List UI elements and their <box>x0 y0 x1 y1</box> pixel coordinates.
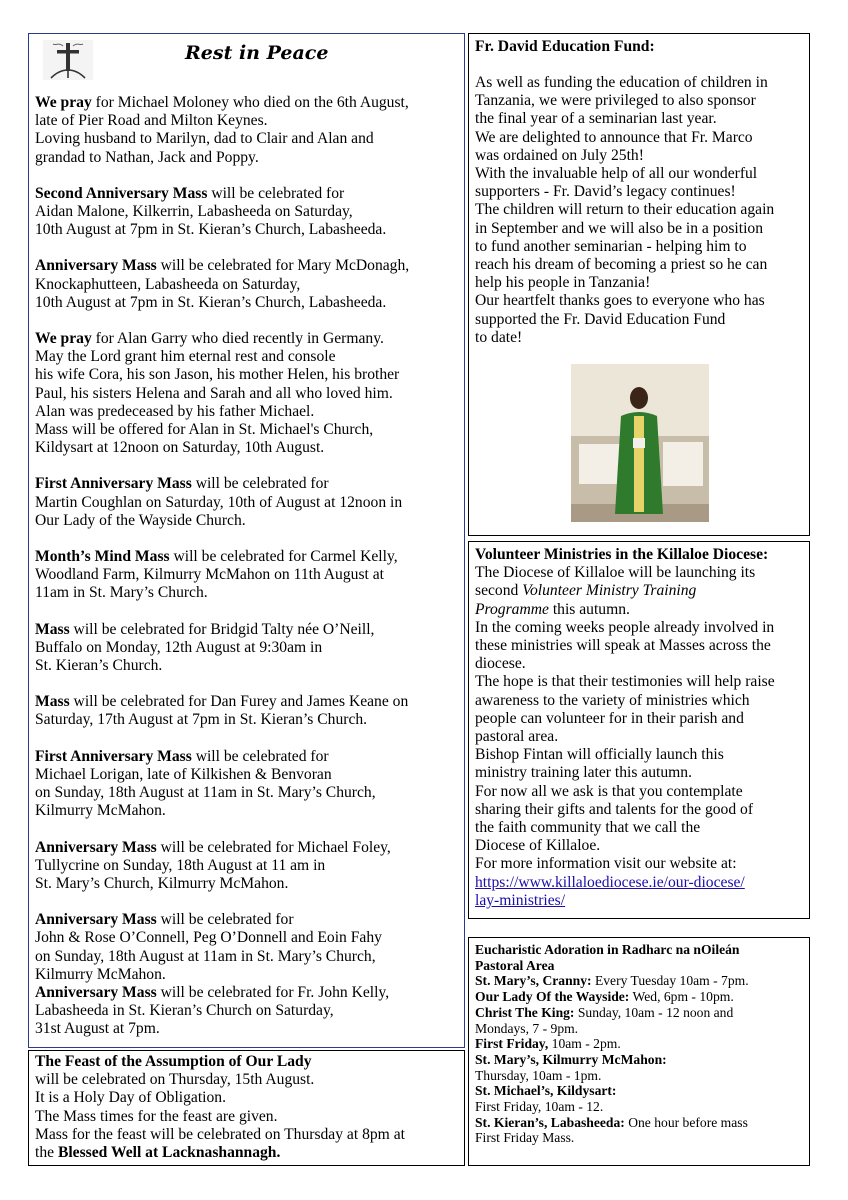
rip-entry <box>35 748 458 821</box>
rip-entry-lead: Mass <box>35 620 70 638</box>
feast-section <box>28 1050 465 1166</box>
rip-entry <box>35 984 458 1039</box>
rip-entry <box>35 693 458 729</box>
rip-entry-text: will be celebrated for Aidan Malone, Kilkerrin, Labasheeda on Saturday, 10th August at 7pm in St. Kieran’s Church, Labasheeda. <box>35 184 387 239</box>
vol-intro: The Diocese of Killaloe will be launching its second <box>475 564 756 600</box>
fund-title: Fr. David Education Fund: <box>475 38 655 55</box>
diocese-website-link[interactable]: https://www.killaloediocese.ie/our-diocese/ lay-ministries/ <box>475 873 745 909</box>
adoration-place: St. Michael’s, Kildysart: <box>475 1083 617 1099</box>
rip-entry-text: will be celebrated for Martin Coughlan on Saturday, 10th of August at 12noon in Our Lady of the Wayside Church. <box>35 475 403 529</box>
rip-entry-lead: Anniversary Mass <box>35 257 157 275</box>
adoration-place: St. Kieran’s, Labasheeda: <box>475 1114 625 1130</box>
rip-entry <box>35 911 458 984</box>
adoration-item <box>475 1052 803 1083</box>
rip-entry-lead: First Anniversary Mass <box>35 475 192 493</box>
adoration-times: Wed, 6pm - 10pm. <box>629 989 734 1005</box>
vol-title: Volunteer Ministries in the Killaloe Diocese: <box>475 546 769 563</box>
adoration-item <box>475 1083 803 1114</box>
rip-entry-text: will be celebrated for Michael Lorigan, late of Kilkishen & Benvoran on Sunday, 18th August at 11am in St. Mary’s Church, Kilmurry McMahon. <box>35 747 376 820</box>
rip-entry <box>35 475 458 530</box>
feast-body: will be celebrated on Thursday, 15th August. It is a Holy Day of Obligation. The Mass times for the feast are given. Mass for the feast will be celebrated on Thursday at 8pm at the <box>35 1071 405 1162</box>
rip-entry <box>35 621 458 676</box>
rip-entry-lead: First Anniversary Mass <box>35 747 192 765</box>
rip-entry-text: will be celebrated for Fr. John Kelly, Labasheeda in St. Kieran’s Church on Saturday, 31st August at 7pm. <box>35 983 390 1038</box>
vol-intro-end: this autumn. <box>548 600 630 618</box>
adoration-item <box>475 1115 803 1146</box>
cross-tree-icon <box>43 40 93 80</box>
volunteer-ministries-section <box>468 541 810 919</box>
rip-entry <box>35 94 458 167</box>
education-fund-section <box>468 33 810 536</box>
rip-entry-text: will be celebrated for Bridgid Talty née O’Neill, Buffalo on Monday, 12th August at 9:30am in St. Kieran’s Church. <box>35 620 375 675</box>
rip-entry-text: for Alan Garry who died recently in Germany. May the Lord grant him eternal rest and console his wife Cora, his son Jason, his mother Helen, his brother Paul, his sisters Helena and Sarah and all who loved him. Alan was predeceased by his father Michael. Mass will be offered for Alan in St. Michael's Church, Kildysart at 12noon on Saturday, 10th August. <box>35 330 400 457</box>
adoration-item <box>475 989 803 1005</box>
rip-entry-lead: We pray <box>35 330 92 348</box>
rip-entry-text: will be celebrated for Michael Foley, Tullycrine on Sunday, 18th August at 11 am in St. Mary’s Church, Kilmurry McMahon. <box>35 838 391 892</box>
adoration-item <box>475 973 803 989</box>
adoration-times: First Friday, 10am - 12. <box>475 1099 604 1115</box>
rip-entry-lead: We pray <box>35 94 92 111</box>
rip-entry-lead: Second Anniversary Mass <box>35 184 208 202</box>
rip-entries <box>35 94 458 1039</box>
adoration-place: Christ The King: <box>475 1004 575 1020</box>
adoration-title: Eucharistic Adoration in Radharc na nOileán Pastoral Area <box>475 942 740 973</box>
rip-entry-lead: Mass <box>35 693 70 711</box>
adoration-place: St. Mary’s, Cranny: <box>475 973 592 989</box>
rip-title: Rest in Peace <box>185 42 329 64</box>
rip-entry-text: will be celebrated for John & Rose O’Connell, Peg O’Donnell and Eoin Fahy on Sunday, 18th August at 11am in St. Mary’s Church, Kilmurry McMahon. <box>35 911 382 983</box>
rip-entry-text: for Michael Moloney who died on the 6th August, late of Pier Road and Milton Keynes. Loving husband to Marilyn, dad to Clair and Alan and grandad to Nathan, Jack and Poppy. <box>35 94 409 166</box>
rip-entry-lead: Month’s Mind Mass <box>35 548 170 566</box>
vol-text <box>475 546 803 910</box>
adoration-times: One hour before mass First Friday Mass. <box>475 1114 748 1146</box>
rest-in-peace-section <box>28 33 465 1048</box>
adoration-place: First Friday, <box>475 1036 549 1052</box>
rip-entry-lead: Anniversary Mass <box>35 983 157 1001</box>
vol-body: In the coming weeks people already involved in these ministries will speak at Masses across the diocese. The hope is that their testimonies will help raise awareness to the variety of ministries which people can volunteer for in their parish and pastoral area. Bishop Fintan will officially launch this ministry training later this autumn. For now all we ask is that you contemplate sharing their gifts and talents for the good of the faith community that we call the Diocese of Killaloe. For more information visit our website at: <box>475 618 775 873</box>
rip-header <box>35 38 458 94</box>
vol-programme-name: Volunteer Ministry Training Programme <box>475 582 697 618</box>
adoration-times: 10am - 2pm. <box>548 1036 621 1052</box>
feast-text <box>35 1053 458 1162</box>
adoration-times: Every Tuesday 10am - 7pm. <box>591 973 749 989</box>
rip-entry-lead: Anniversary Mass <box>35 838 157 856</box>
rip-entry <box>35 185 458 240</box>
rip-entry-lead: Anniversary Mass <box>35 911 157 929</box>
priest-photo <box>571 364 709 522</box>
eucharistic-adoration-section <box>468 937 810 1166</box>
fund-body: As well as funding the education of children in Tanzania, we were privileged to also sponsor the final year of a seminarian last year. We are delighted to announce that Fr. Marco was ordained on July 25th! With the invaluable help of all our wonderful supporters - Fr. David’s legacy continues! The children will return to their education again in September and we will also be in a position to fund another seminarian - helping him to reach his dream of becoming a priest so he can help his people in Tanzania! Our heartfelt thanks goes to everyone who has supported the Fr. David Education Fund to date! <box>475 74 775 346</box>
adoration-list <box>475 973 803 1146</box>
rip-entry-text: will be celebrated for Dan Furey and James Keane on Saturday, 17th August at 7pm in St. Kieran’s Church. <box>35 693 409 729</box>
feast-location: Blessed Well at Lacknashannagh. <box>57 1144 281 1162</box>
rip-entry-text: will be celebrated for Mary McDonagh, Knockaphutteen, Labasheeda on Saturday, 10th August at 7pm in St. Kieran’s Church, Labasheeda. <box>35 257 410 311</box>
rip-entry <box>35 257 458 312</box>
adoration-times: Thursday, 10am - 1pm. <box>475 1067 602 1083</box>
rip-entry <box>35 330 458 457</box>
adoration-place: St. Mary’s, Kilmurry McMahon: <box>475 1051 667 1067</box>
adoration-item <box>475 1005 803 1036</box>
adoration-item <box>475 1036 803 1052</box>
adoration-place: Our Lady Of the Wayside: <box>475 989 630 1005</box>
rip-entry-text: will be celebrated for Carmel Kelly, Woodland Farm, Kilmurry McMahon on 11th August at 11am in St. Mary’s Church. <box>35 548 398 602</box>
rip-entry <box>35 548 458 603</box>
rip-entry <box>35 839 458 894</box>
adoration-times: Sunday, 10am - 12 noon and Mondays, 7 - 9pm. <box>475 1004 734 1036</box>
feast-title: The Feast of the Assumption of Our Lady <box>35 1053 312 1070</box>
